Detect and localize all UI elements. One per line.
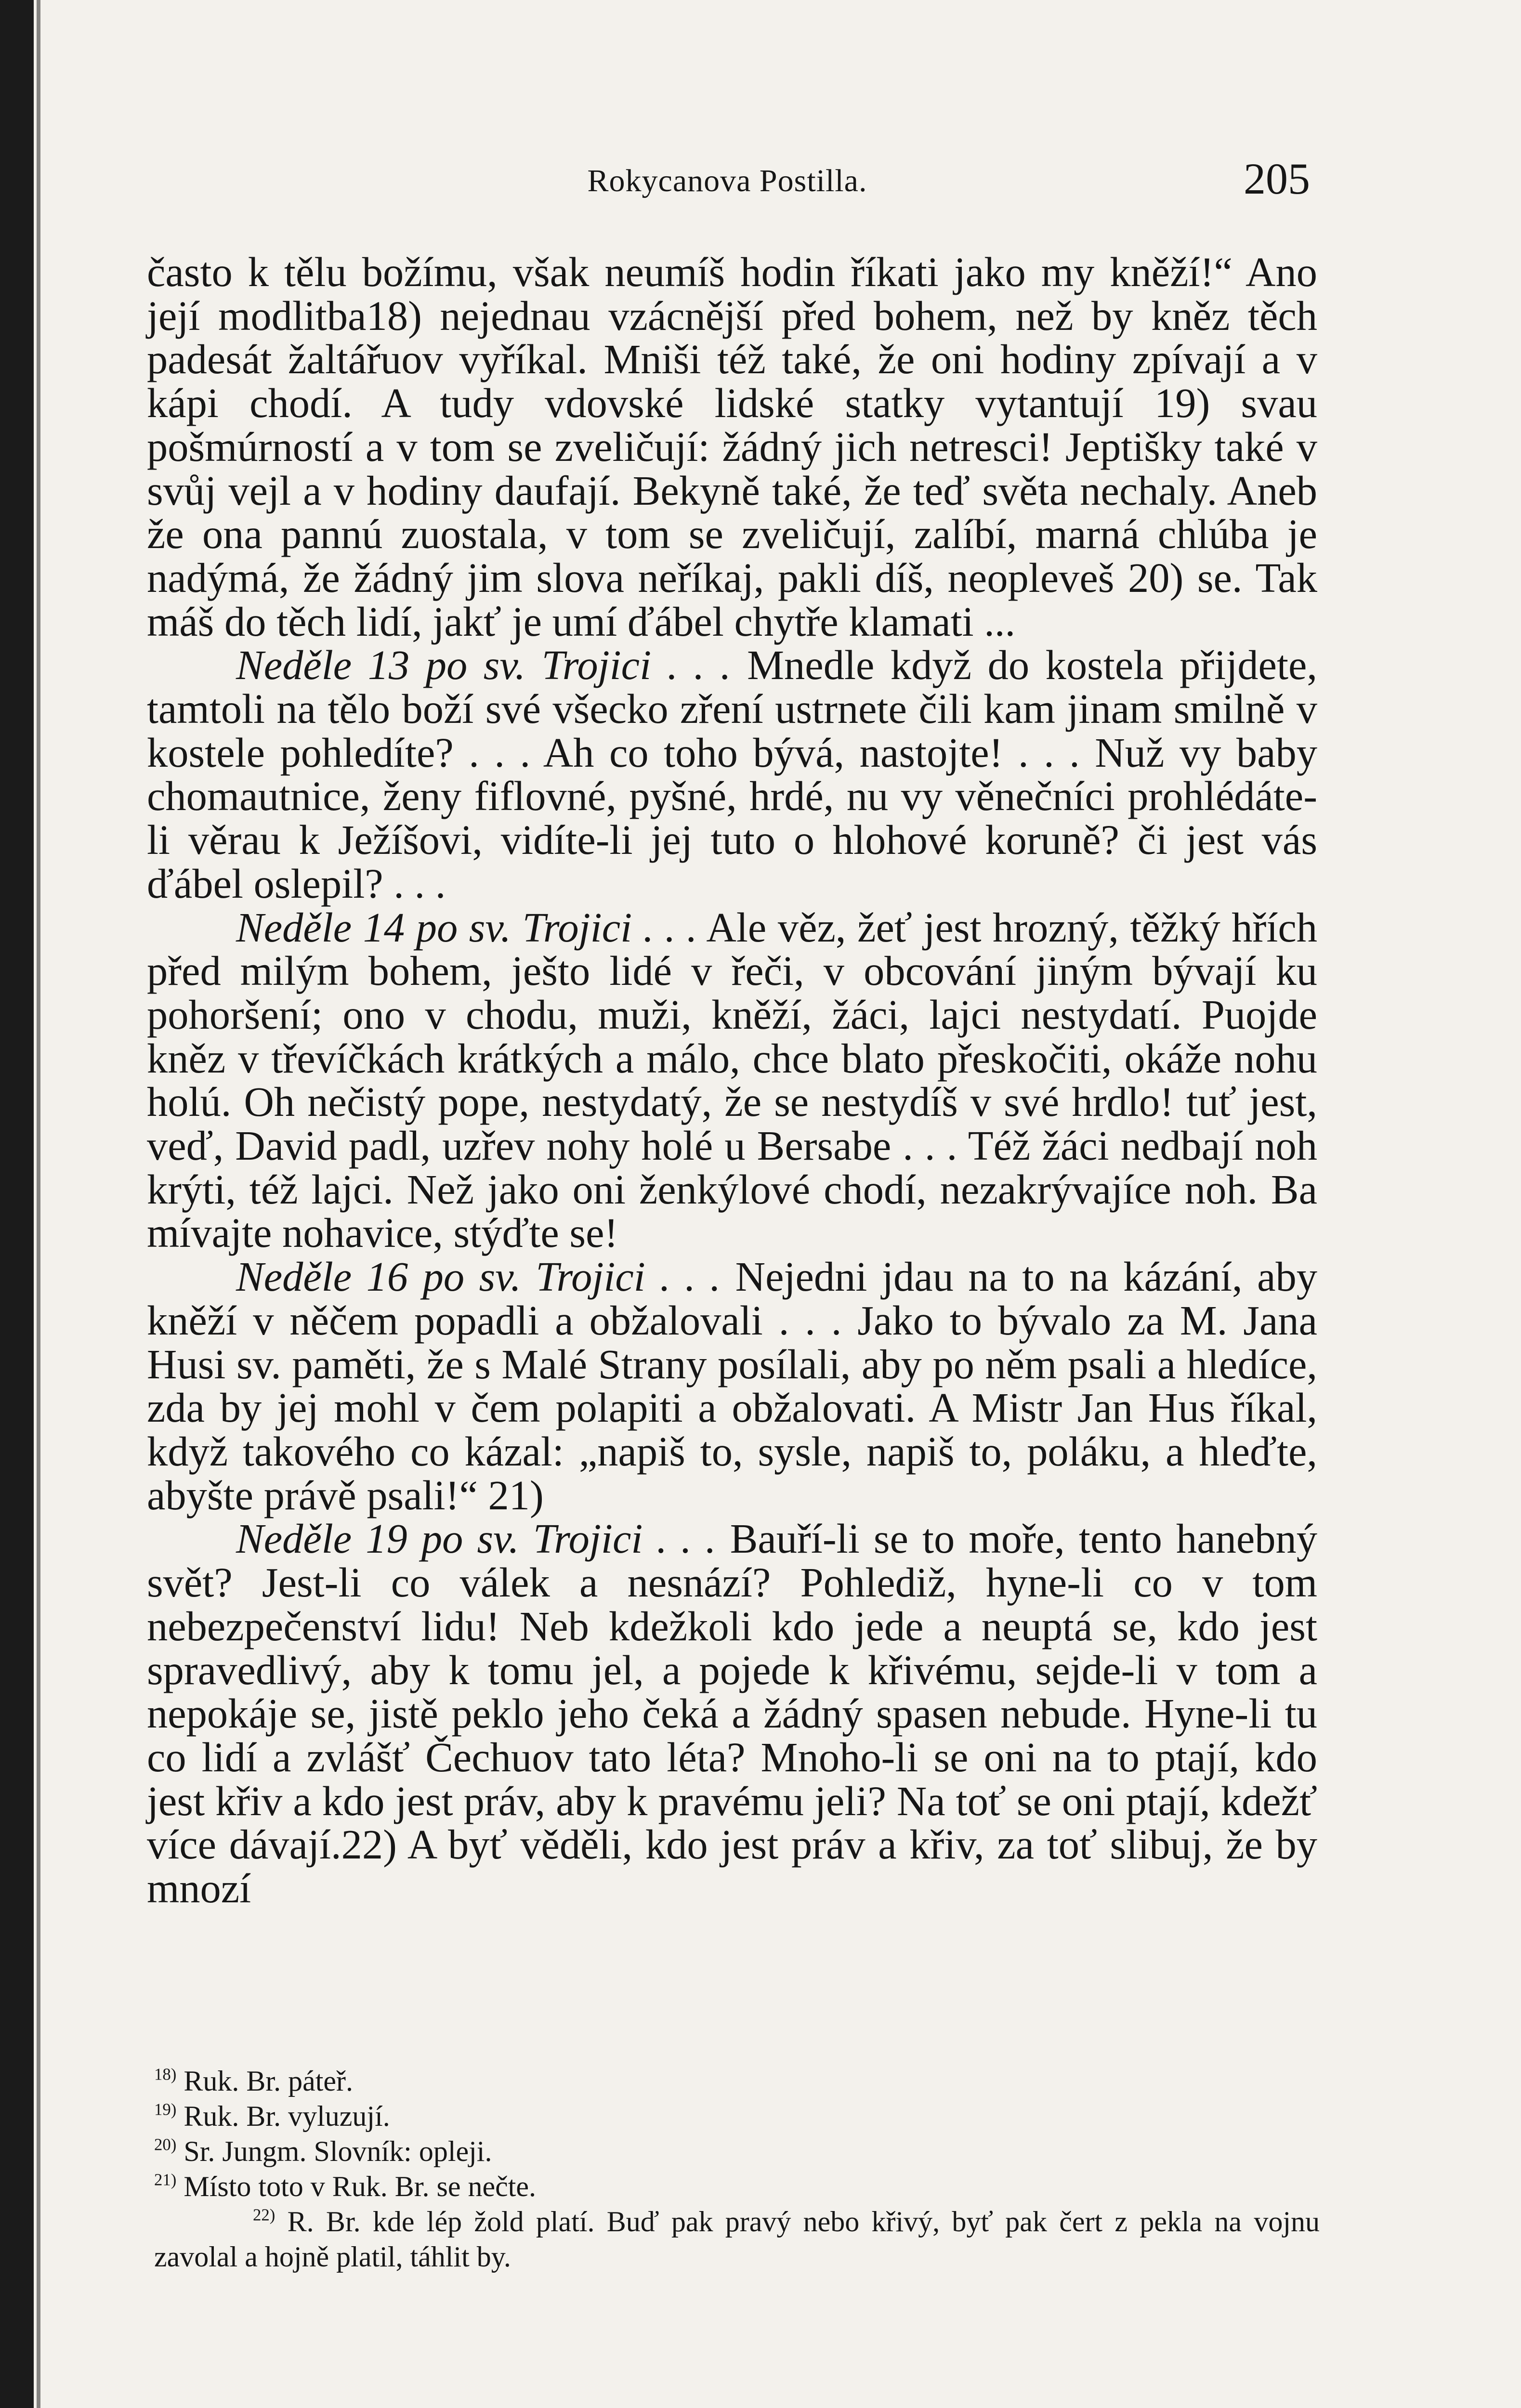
paragraph-sunday-19: Neděle 19 po sv. Trojici . . . Bauří-li se to moře, tento hanebný svět? Jest-li co válek a nesnází? Pohlediž, hyne-li co v tom nebezpečenství lidu! Neb kdežkoli kdo jede a neuptá se, kdo jest spravedlivý, aby k tomu jel, a pojede k křivému, sejde-li v tom a nepokáje se, jistě peklo jeho čeká a žádný spasen nebude. Hyne-li tu co lidí a zvlášť Čechuov tato léta? Mnoho-li se oni na to ptají, kdo jest křiv a kdo jest práv, aby k pravému jeli? Na toť se oni ptají, kdežť více dávají.22) A byť věděli, kdo jest práv a křiv, za toť slibuj, že by mnozí [147,1516,1317,1912]
scan-binding-edge [0,0,34,2408]
footnotes [154,2064,1320,2275]
footnote: $^{18)}$ Ruk. Br. páteř. [154,2065,354,2097]
footnote: $^{19)}$ Ruk. Br. vyluzují. [154,2100,390,2132]
running-title: Rokycanova Postilla. [587,163,867,198]
main-text [147,250,1317,1911]
scan-binding-shadow [37,0,40,2408]
footnote: $^{21)}$ Místo toto v Ruk. Br. se nečte. [154,2170,537,2202]
section-heading: Neděle 19 po sv. Trojici . . . [236,1516,716,1562]
paragraph-continuation: často k tělu božímu, však neumíš hodin říkati jako my kněží!“ Ano její modlitba18) nejednau vzácnější před bohem, než by kněz těch padesát žaltářuov vyříkal. Mniši též také, že oni hodiny zpívají a v kápi chodí. A tudy vdovské lidské statky vytantují 19) svau pošmúrností a v tom se zveličují: žádný jich netresci! Jeptišky také v svůj vejl a v hodiny daufají. Bekyně také, že teď světa nechaly. Aneb že ona pannú zuostala, v tom se zveličují, zalíbí, marná chlúba je nadýmá, že žádný jim slova neříkaj, pakli díš, neopleveš 20) se. Tak máš do těch lidí, jakť je umí ďábel chytře klamati ... [147,249,1317,645]
footnote: $^{22)}$ R. Br. kde lép žold platí. Buď pak pravý nebo křivý, byť pak čert z pekla na vojnu zavolal a hojně platil, táhlit by. [154,2205,1320,2273]
paragraph-sunday-16: Neděle 16 po sv. Trojici . . . Nejedni jdau na to na kázání, aby kněží v něčem popadli a obžalovali . . . Jako to bývalo za M. Jana Husi sv. paměti, že s Malé Strany posílali, aby po něm psali a hledíce, zda by jej mohl v čem polapiti a obžalovati. A Mistr Jan Hus říkal, když takového co kázal: „napiš to, sysle, napiš to, poláku, a hleďte, abyšte právě psali!“ 21) [147,1254,1317,1518]
paragraph-sunday-13: Neděle 13 po sv. Trojici . . . Mnedle když do kostela přijdete, tamtoli na tělo boží své všecko zření ustrnete čili kam jinam smilně v kostele pohledíte? . . . Ah co toho bývá, nastojte! . . . Nuž vy baby chomautnice, ženy fiflovné, pyšné, hrdé, nu vy věnečníci prohlédáte-li věrau k Ježíšovi, vidíte-li jej tuto o hlohové koruně? či jest vás ďábel oslepil? . . . [147,642,1317,907]
section-heading: Neděle 16 po sv. Trojici . . . [236,1254,721,1300]
section-heading: Neděle 14 po sv. Trojici . . . [236,904,697,951]
section-heading: Neděle 13 po sv. Trojici . . . [236,642,731,689]
page-header [144,153,1310,211]
footnote: $^{20)}$ Sr. Jungm. Slovník: opleji. [154,2135,492,2167]
page-number: 205 [1244,154,1310,203]
paragraph-sunday-14: Neděle 14 po sv. Trojici . . . Ale věz, žeť jest hrozný, těžký hřích před milým bohem, ješto lidé v řeči, v obcování jiným bývají ku pohoršení; ono v chodu, muži, kněží, žáci, lajci nestydatí. Puojde kněz v třevíčkách krátkých a málo, chce blato přeskočiti, okáže nohu holú. Oh nečistý pope, nestydatý, že se nestydíš v své hrdlo! tuť jest, veď, David padl, uzřev nohy holé u Bersabe . . . Též žáci nedbají noh krýti, též lajci. Než jako oni ženkýlové chodí, nezakrývajíce noh. Ba mívajte nohavice, stýďte se! [147,904,1317,1256]
